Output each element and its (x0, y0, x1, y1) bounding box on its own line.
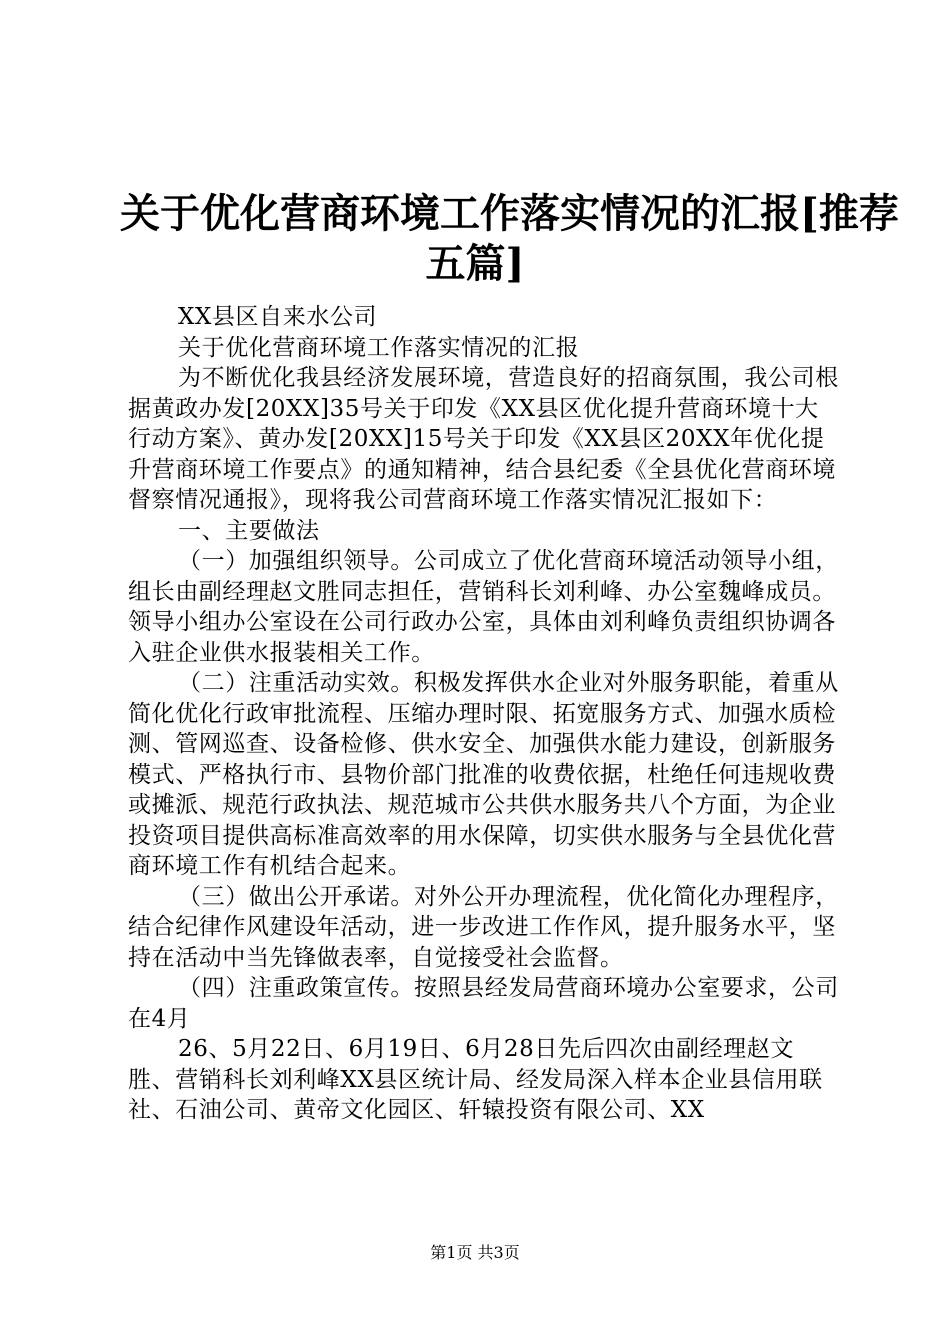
paragraph-organization-leadership: （一）加强组织领导。公司成立了优化营商环境活动领导小组，组长由副经理赵文胜同志担任，营销科长刘利峰、办公室魏峰成员。领导小组办公室设在公司行政办公室，具体由刘利峰负责组织协调各入驻企业供水报装相关工作。 (128, 548, 839, 666)
company-name: XX县区自来水公司 (178, 304, 378, 330)
document-body (128, 302, 840, 1126)
section-heading-main-practices: 一、主要做法 (178, 517, 320, 544)
paragraph-activity-effectiveness: （二）注重活动实效。积极发挥供水企业对外服务职能，着重从简化优化行政审批流程、压缩办理时限、拓宽服务方式、加强水质检测、管网巡查、设备检修、供水安全、加强供水能力建设，创新服务模式、严格执行市、县物价部门批准的收费依据，杜绝任何违规收费或摊派、规范行政执法、规范城市公共供水服务共八个方面，为企业投资项目提供高标准高效率的用水保障，切实供水服务与全县优化营商环境工作有机结合起来。 (128, 670, 839, 879)
page-number-footer: 第1页 共3页 (430, 1243, 520, 1262)
paragraph-policy-promotion: （四）注重政策宣传。按照县经发局营商环境办公室要求，公司在4月 (128, 975, 839, 1032)
document-title-line-1: 关于优化营商环境工作落实情况的汇报[推荐 (120, 190, 899, 237)
report-subtitle: 关于优化营商环境工作落实情况的汇报 (178, 334, 580, 361)
intro-paragraph: 为不断优化我县经济发展环境，营造良好的招商氛围，我公司根据黄政办发[20XX]35号关于印发《XX县区优化提升营商环境十大行动方案》、黄办发[20XX]15号关于印发《XX县区20XX年优化提升营商环境工作要点》的通知精神，结合县纪委《全县优化营商环境督察情况通报》，现将我公司营商环境工作落实情况汇报如下： (128, 365, 839, 513)
paragraph-policy-promotion-continued: 26、5月22日、6月19日、6月28日先后四次由副经理赵文胜、营销科长刘利峰XX县区统计局、经发局深入样本企业县信用联社、石油公司、黄帝文化园区、轩辕投资有限公司、XX (128, 1036, 823, 1123)
paragraph-public-commitment: （三）做出公开承诺。对外公开办理流程，优化简化办理程序，结合纪律作风建设年活动，进一步改进工作作风，提升服务水平，坚持在活动中当先锋做表率，自觉接受社会监督。 (128, 883, 839, 971)
document-title-line-2: 五篇] (425, 240, 525, 287)
